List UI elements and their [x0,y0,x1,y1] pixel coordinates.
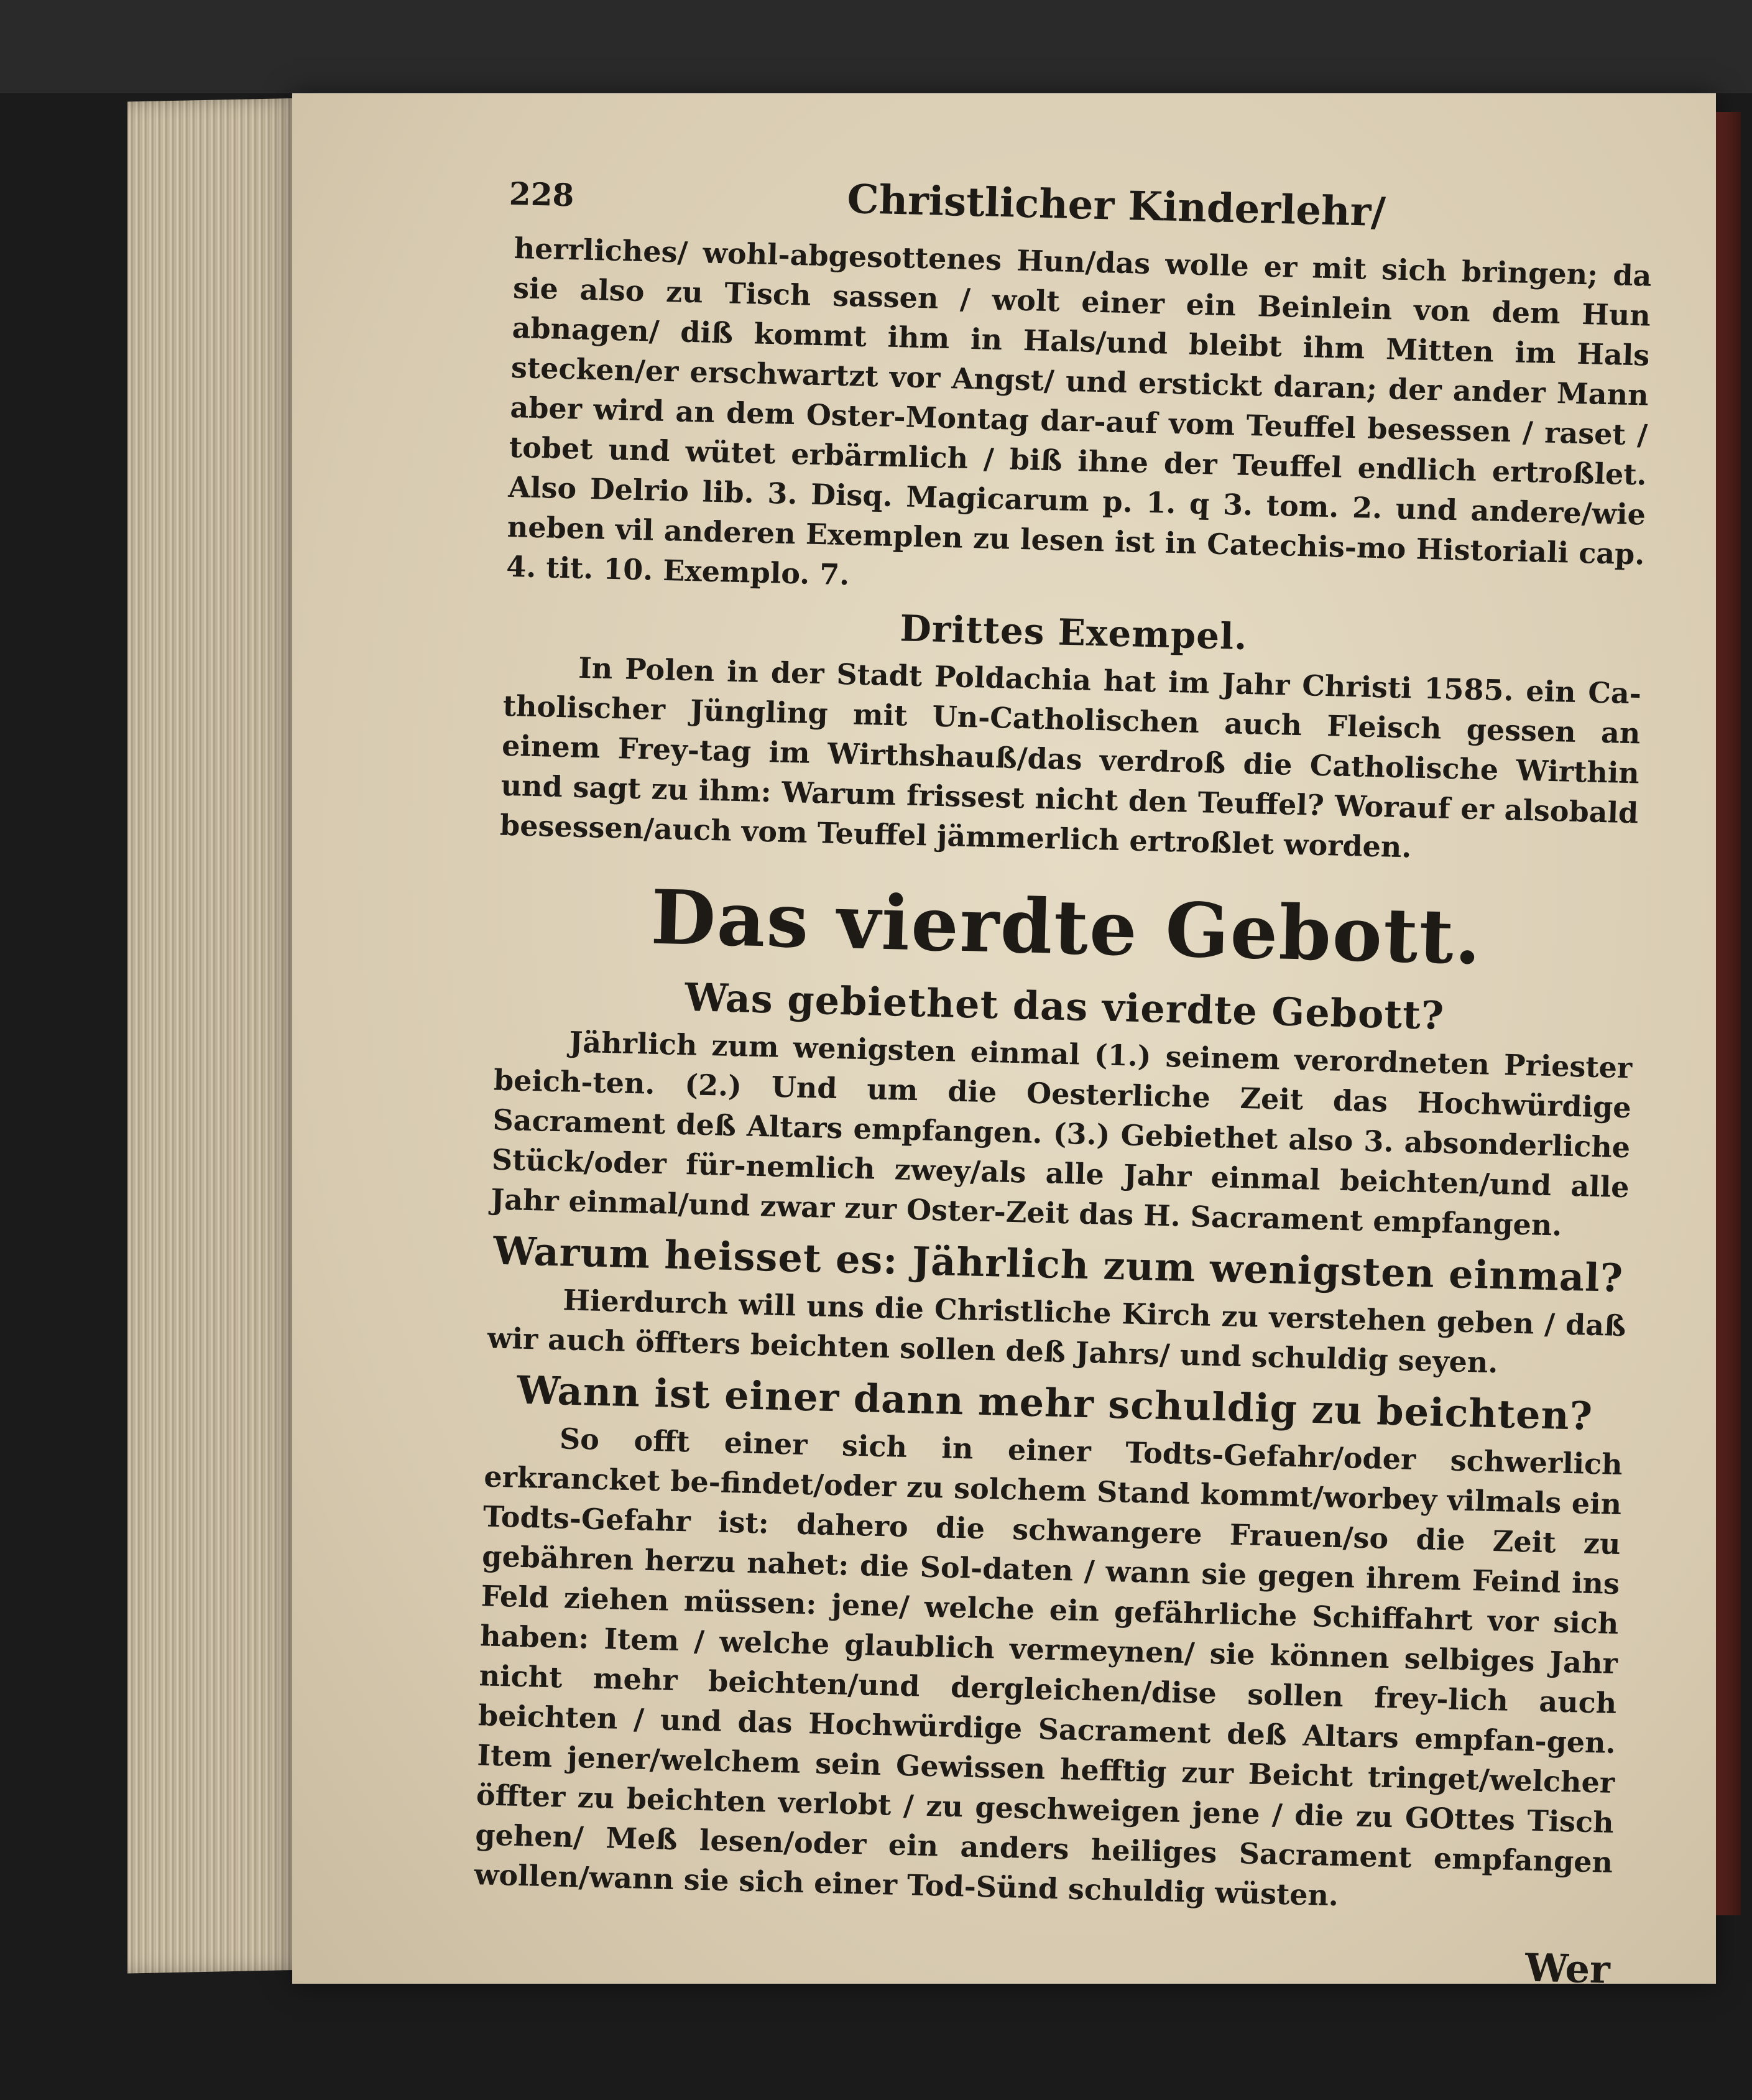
section-heading-example: Drittes Exempel. [899,607,1248,658]
background-top [0,0,1752,93]
catchword: Wer [1524,1945,1611,1992]
question-heading-2: Warum heisset es: Jährlich zum wenigsten einmal? [492,1228,1624,1302]
answer-paragraph-2: Hierdurch will uns die Christliche Kirch zu verstehen geben / daß wir auch öffters beichten sollen deß Jahrs/ und schuldig seyen. [487,1283,1626,1380]
paragraph-continuation: herrliches/ wohl-abgesottenes Hun/das wolle er mit sich bringen; da sie also zu Tisch sassen / wolt einer ein Beinlein von dem Hun abnagen/ diß kommt ihm in Hals/und bleibt ihm Mitten im Hals stecken/er erschwartzt vor Angst/ und erstickt daran; der ander Mann aber wird an dem Oster-Montag dar-auf vom Teuffel besessen / raset / tobet und wütet erbärmlich / biß ihne der Teuffel endlich ertroßlet. Also Delrio lib. 3. Disq. Magicarum p. 1. q 3. tom. 2. und andere/wie neben vil anderen Exemplen zu lesen ist in Catechis-mo Historiali cap. 4. tit. 10. Exemplo. 7. [505,231,1652,592]
running-title: Christlicher Kinderlehr/ [846,176,1386,236]
page-content [472,168,1653,1992]
page-number: 228 [509,175,575,214]
question-heading-1: Was gebiethet das vierdte Gebott? [684,974,1445,1038]
question-heading-3: Wann ist einer dann mehr schuldig zu beichten? [516,1367,1593,1439]
answer-paragraph-3: So offt einer sich in einer Todts-Gefahr/oder schwerlich erkrancket be-findet/oder zu solchem Stand kommt/worbey vilmals ein Todts-Gefahr ist: dahero die schwangere Frauen/so die Zeit zu gebähren herzu nahet: die Sol-daten / wann sie gegen ihrem Feind ins Feld ziehen müssen: jene/ welche ein gefährliche Schiffahrt vor sich haben: Item / welche glaublich vermeynen/ sie können selbiges Jahr nicht mehr beichten/und dergleichen/dise sollen frey-lich auch beichten / und das Hochwürdige Sacrament deß Altars empfan-gen. Item jener/welchem sein Gewissen hefftig zur Beicht tringet/welcher öffter zu beichten verlobt / zu geschweigen jene / die zu GOttes Tisch gehen/ Meß lesen/oder ein anders heiliges Sacrament empfangen wollen/wann sie sich einer Tod-Sünd schuldig wüsten. [474,1422,1623,1913]
book-cover-edge [1716,112,1741,1915]
answer-paragraph-1: Jährlich zum wenigsten einmal (1.) seinem verordneten Priester beich-ten. (2.) Und um die Oesterliche Zeit das Hochwürdige Sacrament deß Altars empfangen. (3.) Gebiethet also 3. absonderliche Stück/oder für-nemlich zwey/als alle Jahr einmal beichten/und alle Jahr einmal/und zwar zur Oster-Zeit das H. Sacrament empfangen. [490,1025,1633,1242]
chapter-heading: Das vierdte Gebott. [650,873,1483,982]
paragraph-example: In Polen in der Stadt Poldachia hat im Jahr Christi 1585. ein Ca-tholischer Jüngling mit Un-Catholischen auch Fleisch gessen an einem Frey-tag im Wirthshauß/das verdroß die Catholische Wirthin und sagt zu ihm: Warum frissest nicht den Teuffel? Worauf er alsobald besessen/auch vom Teuffel jämmerlich ertroßlet worden. [499,650,1642,864]
